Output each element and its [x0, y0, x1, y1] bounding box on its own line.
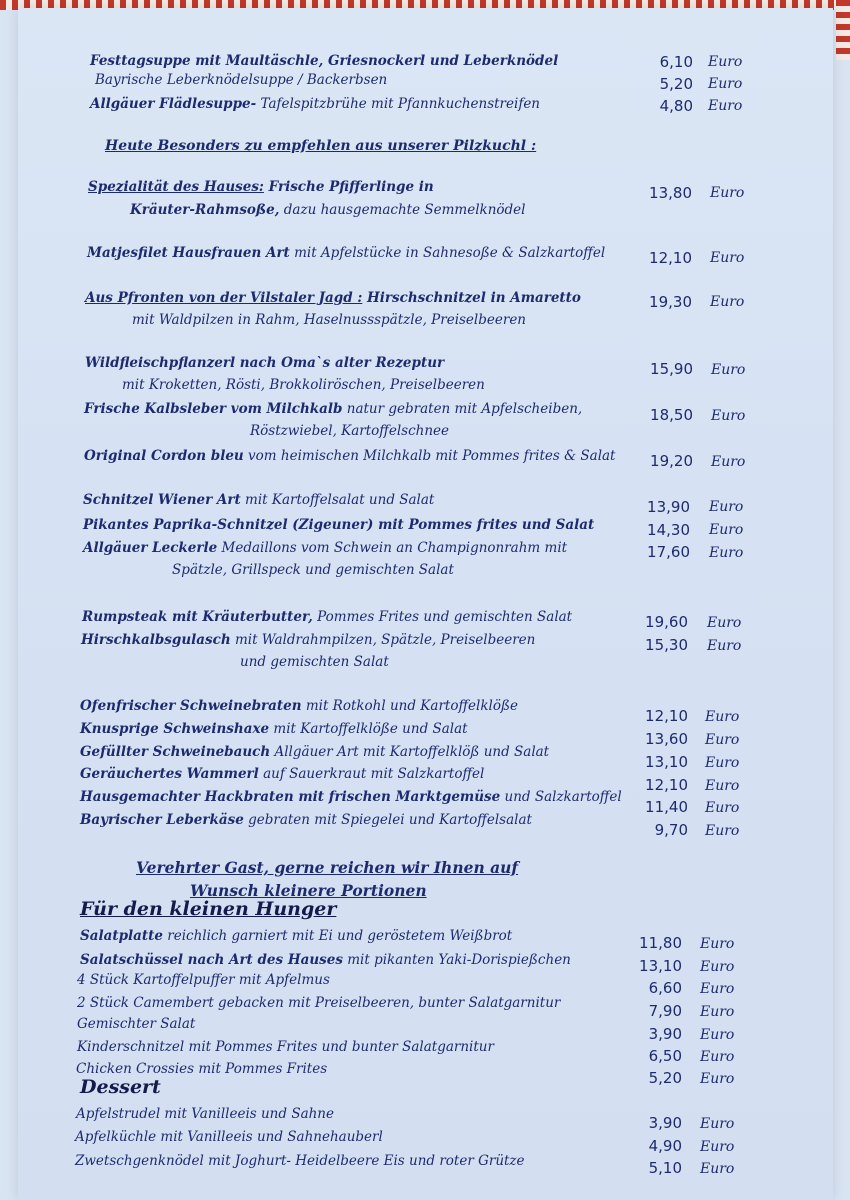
currency: Euro	[705, 800, 740, 816]
price: 4,80	[659, 97, 693, 115]
price: 5,20	[659, 75, 693, 93]
price: 4,90	[648, 1137, 682, 1155]
currency: Euro	[707, 615, 742, 631]
guest-notice-line2: Wunsch kleinere Portionen	[190, 881, 427, 900]
menu-item-desc: 4 Stück Kartoffelpuffer mit Apfelmus	[77, 972, 330, 988]
menu-item: Matjesfilet Hausfrauen Art mit Apfelstücke in Sahnesoße & Salzkartoffel	[87, 245, 606, 261]
price: 18,50	[650, 406, 693, 424]
section-heading-mushroom: Heute Besonders zu empfehlen aus unserer Pilzkuchl :	[105, 138, 537, 154]
price: 6,10	[659, 53, 693, 71]
currency: Euro	[705, 732, 740, 748]
currency: Euro	[700, 1071, 735, 1087]
menu-item: Knusprige Schweinshaxe mit Kartoffelklöße und Salat	[80, 721, 468, 737]
menu-item: Salatplatte reichlich garniert mit Ei und geröstetem Weißbrot	[80, 928, 513, 944]
guest-notice-line1: Verehrter Gast, gerne reichen wir Ihnen auf	[136, 858, 519, 877]
menu-item-desc: Röstzwiebel, Kartoffelschnee	[250, 423, 450, 439]
menu-item: Frische Kalbsleber vom Milchkalb natur gebraten mit Apfelscheiben,	[84, 401, 583, 417]
menu-item-desc: Apfelküchle mit Vanilleeis und Sahnehauberl	[75, 1129, 383, 1145]
menu-item: Bayrischer Leberkäse gebraten mit Spiegelei und Kartoffelsalat	[80, 812, 532, 828]
price: 13,10	[645, 753, 688, 771]
price: 11,80	[639, 934, 682, 952]
price: 6,60	[648, 979, 682, 997]
section-heading-dessert: Dessert	[80, 1076, 161, 1098]
price: 12,10	[645, 776, 688, 794]
currency: Euro	[700, 1004, 735, 1020]
menu-item: Geräuchertes Wammerl auf Sauerkraut mit Salzkartoffel	[80, 766, 485, 782]
menu-item: Hirschkalbsgulasch mit Waldrahmpilzen, Spätzle, Preiselbeeren	[81, 632, 536, 648]
menu-item: Aus Pfronten von der Vilstaler Jagd : Hirschschnitzel in Amaretto	[85, 290, 581, 306]
currency: Euro	[708, 54, 743, 70]
menu-item: Spezialität des Hauses: Frische Pfifferlinge in	[88, 179, 434, 195]
price: 19,30	[649, 293, 692, 311]
price: 19,20	[650, 452, 693, 470]
price: 12,10	[649, 249, 692, 267]
menu-item: Gefüllter Schweinebauch Allgäuer Art mit Kartoffelklöß und Salat	[80, 744, 550, 760]
section-heading-small-hunger: Für den kleinen Hunger	[80, 898, 337, 920]
price: 13,10	[639, 957, 682, 975]
price: 12,10	[645, 707, 688, 725]
menu-item: Schnitzel Wiener Art mit Kartoffelsalat und Salat	[83, 492, 435, 508]
currency: Euro	[711, 362, 746, 378]
price: 6,50	[648, 1047, 682, 1065]
currency: Euro	[710, 185, 745, 201]
currency: Euro	[705, 778, 740, 794]
price: 13,60	[645, 730, 688, 748]
menu-item-desc: Kinderschnitzel mit Pommes Frites und bunter Salatgarnitur	[77, 1039, 494, 1055]
menu-item-desc: mit Kroketten, Rösti, Brokkoliröschen, Preiselbeeren	[122, 377, 485, 393]
price: 3,90	[648, 1114, 682, 1132]
currency: Euro	[709, 545, 744, 561]
menu-item: Allgäuer Flädlesuppe- Tafelspitzbrühe mit Pfannkuchenstreifen	[90, 96, 541, 112]
currency: Euro	[708, 98, 743, 114]
currency: Euro	[707, 638, 742, 654]
price: 13,90	[647, 498, 690, 516]
menu-item-desc: Zwetschgenknödel mit Joghurt- Heidelbeere Eis und roter Grütze	[75, 1153, 525, 1169]
currency: Euro	[700, 981, 735, 997]
price: 15,90	[650, 360, 693, 378]
currency: Euro	[709, 522, 744, 538]
menu-item: Rumpsteak mit Kräuterbutter, Pommes Frites und gemischten Salat	[82, 609, 573, 625]
menu-item: Salatschüssel nach Art des Hauses mit pikanten Yaki-Dorispießchen	[80, 952, 571, 968]
price: 19,60	[645, 613, 688, 631]
menu-item: Original Cordon bleu vom heimischen Milchkalb mit Pommes frites & Salat	[84, 448, 616, 464]
price: 5,10	[648, 1159, 682, 1177]
menu-item-desc: 2 Stück Camembert gebacken mit Preiselbeeren, bunter Salatgarnitur	[77, 995, 561, 1011]
menu-item: Wildfleischpflanzerl nach Oma`s alter Rezeptur	[85, 355, 445, 371]
price: 14,30	[647, 521, 690, 539]
currency: Euro	[705, 755, 740, 771]
menu-item-desc: Bayrische Leberknödelsuppe / Backerbsen	[95, 72, 388, 88]
currency: Euro	[711, 408, 746, 424]
menu-item-title: Festtagsuppe mit Maultäschle, Griesnockerl und Leberknödel	[90, 53, 559, 69]
menu-item-desc: Chicken Crossies mit Pommes Frites	[76, 1061, 328, 1077]
menu-item-desc: mit Waldpilzen in Rahm, Haselnussspätzle, Preiselbeeren	[132, 312, 526, 328]
currency: Euro	[711, 454, 746, 470]
menu-item: Ofenfrischer Schweinebraten mit Rotkohl und Kartoffelklöße	[80, 698, 518, 714]
currency: Euro	[700, 1161, 735, 1177]
menu-item-desc: und gemischten Salat	[240, 654, 389, 670]
price: 9,70	[654, 821, 688, 839]
menu-item-desc: Gemischter Salat	[77, 1016, 196, 1032]
currency: Euro	[700, 1139, 735, 1155]
tablecloth-corner	[836, 0, 850, 60]
currency: Euro	[705, 823, 740, 839]
currency: Euro	[708, 76, 743, 92]
currency: Euro	[710, 250, 745, 266]
menu-item: Hausgemachter Hackbraten mit frischen Marktgemüse und Salzkartoffel	[80, 789, 622, 805]
price: 7,90	[648, 1002, 682, 1020]
price: 3,90	[648, 1025, 682, 1043]
currency: Euro	[700, 1116, 735, 1132]
currency: Euro	[700, 1027, 735, 1043]
price: 13,80	[649, 184, 692, 202]
currency: Euro	[705, 709, 740, 725]
price: 5,20	[648, 1069, 682, 1087]
menu-item: Pikantes Paprika-Schnitzel (Zigeuner) mit Pommes frites und Salat	[83, 517, 595, 533]
price: 17,60	[647, 543, 690, 561]
currency: Euro	[709, 499, 744, 515]
price: 15,30	[645, 636, 688, 654]
currency: Euro	[710, 294, 745, 310]
menu-item-cont: Kräuter-Rahmsoße, dazu hausgemachte Semmelknödel	[130, 202, 526, 218]
menu-item-desc: Spätzle, Grillspeck und gemischten Salat	[172, 562, 454, 578]
currency: Euro	[700, 959, 735, 975]
currency: Euro	[700, 936, 735, 952]
menu-item-desc: Apfelstrudel mit Vanilleeis und Sahne	[76, 1106, 334, 1122]
menu-item: Allgäuer Leckerle Medaillons vom Schwein an Champignonrahm mit	[83, 540, 568, 556]
currency: Euro	[700, 1049, 735, 1065]
price: 11,40	[645, 798, 688, 816]
